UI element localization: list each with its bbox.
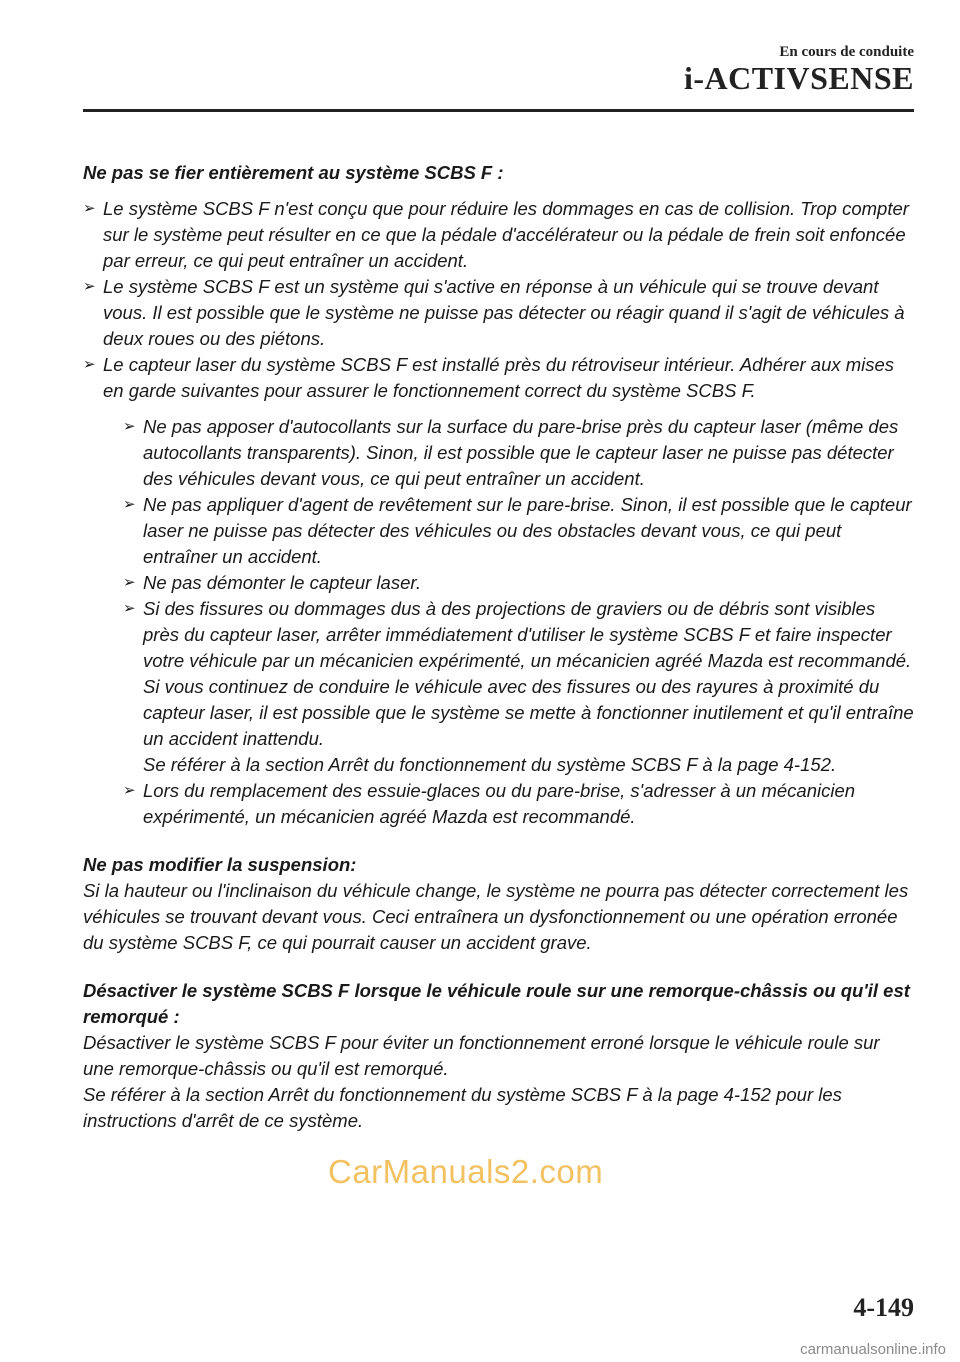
- list-item: [83, 352, 915, 830]
- arrow-bullet-icon: ➢: [123, 574, 136, 591]
- page-content: [83, 160, 915, 1134]
- page-number: 4-149: [853, 1293, 914, 1322]
- watermark-logo: CarManuals2.com: [328, 1153, 604, 1190]
- page-reference: Se référer à la section Arrêt du fonctionnement du système SCBS F à la page 4-152.: [143, 754, 837, 775]
- footer-site-link[interactable]: carmanualsonline.info: [800, 1341, 946, 1358]
- arrow-bullet-icon: ➢: [83, 356, 96, 373]
- page-reference: Se référer à la section Arrêt du fonctionnement du système SCBS F à la page 4-152 pour les instructions d'arrêt de ce système.: [83, 1084, 842, 1131]
- header-section: En cours de conduite: [779, 44, 914, 60]
- arrow-bullet-icon: ➢: [123, 782, 136, 799]
- caution-towing: [83, 978, 915, 1134]
- list-item-text: Lors du remplacement des essuie-glaces ou du pare-brise, s'adresser à un mécanicien expérimenté, un mécanicien agréé Mazda est recommandé.: [143, 780, 856, 827]
- list-item-text: Ne pas appliquer d'agent de revêtement sur le pare-brise. Sinon, il est possible que le capteur laser ne puisse pas détecter des véhicules ou des obstacles devant vous, ce qui peut entraîner un accident.: [143, 494, 912, 567]
- arrow-bullet-icon: ➢: [123, 600, 136, 617]
- list-item-text: Le système SCBS F est un système qui s'active en réponse à un véhicule qui se trouve devant vous. Il est possible que le système ne puisse pas détecter ou réagir quand il s'agit de véhicules à deux roues ou des piétons.: [103, 276, 905, 349]
- caution-heading: Désactiver le système SCBS F lorsque le véhicule roule sur une remorque-châssis ou qu'il est remorqué :: [83, 980, 910, 1027]
- sub-list-item: [123, 596, 915, 778]
- caution-suspension-trust: [83, 160, 915, 830]
- list-item-text: Ne pas démonter le capteur laser.: [143, 572, 421, 593]
- caution-heading: Ne pas modifier la suspension:: [83, 854, 357, 875]
- sub-list-item: [123, 414, 915, 492]
- arrow-bullet-icon: ➢: [123, 496, 136, 513]
- caution-body: Désactiver le système SCBS F pour éviter un fonctionnement erroné lorsque le véhicule roule sur une remorque-châssis ou qu'il est remorqué.: [83, 1032, 880, 1079]
- header-rule: [83, 109, 914, 112]
- list-item-text: Le capteur laser du système SCBS F est installé près du rétroviseur intérieur. Adhérer aux mises en garde suivantes pour assurer le fonctionnement correct du système SCBS F.: [103, 354, 895, 401]
- header-title: i-ACTIVSENSE: [683, 60, 914, 96]
- caution-suspension: [83, 852, 915, 956]
- sub-list-item: [123, 570, 915, 596]
- sub-bullet-list: [103, 414, 915, 830]
- sub-list-item: [123, 778, 915, 830]
- caution-heading: Ne pas se fier entièrement au système SCBS F :: [83, 162, 504, 183]
- sub-list-item: [123, 492, 915, 570]
- arrow-bullet-icon: ➢: [83, 200, 96, 217]
- list-item-text: Le système SCBS F n'est conçu que pour réduire les dommages en cas de collision. Trop compter sur le système peut résulter en ce que la pédale d'accélérateur ou la pédale de frein soit enfoncée par erreur, ce qui peut entraîner un accident.: [103, 198, 909, 271]
- list-item-text: Ne pas apposer d'autocollants sur la surface du pare-brise près du capteur laser (même des autocollants transparents). Sinon, il est possible que le capteur laser ne puisse pas détecter des véhicules devant vous, ce qui peut entraîner un accident.: [143, 416, 899, 489]
- arrow-bullet-icon: ➢: [83, 278, 96, 295]
- arrow-bullet-icon: ➢: [123, 418, 136, 435]
- bullet-list: [83, 196, 915, 830]
- list-item-text: Si des fissures ou dommages dus à des projections de graviers ou de débris sont visibles près du capteur laser, arrêter immédiatement d'utiliser le système SCBS F et faire inspecter votre véhicule par un mécanicien expérimenté, un mécanicien agréé Mazda est recommandé. Si vous continuez de conduire le véhicule avec des fissures ou des rayures à proximité du capteur laser, il est possible que le système se mette à fonctionner inutilement et qu'il entraîne un accident inattendu.: [143, 598, 914, 749]
- list-item: [83, 274, 915, 352]
- caution-body: Si la hauteur ou l'inclinaison du véhicule change, le système ne pourra pas détecter correctement les véhicules se trouvant devant vous. Ceci entraînera un dysfonctionnement ou une opération erronée du système SCBS F, ce qui pourrait causer un accident grave.: [83, 880, 909, 953]
- list-item: [83, 196, 915, 274]
